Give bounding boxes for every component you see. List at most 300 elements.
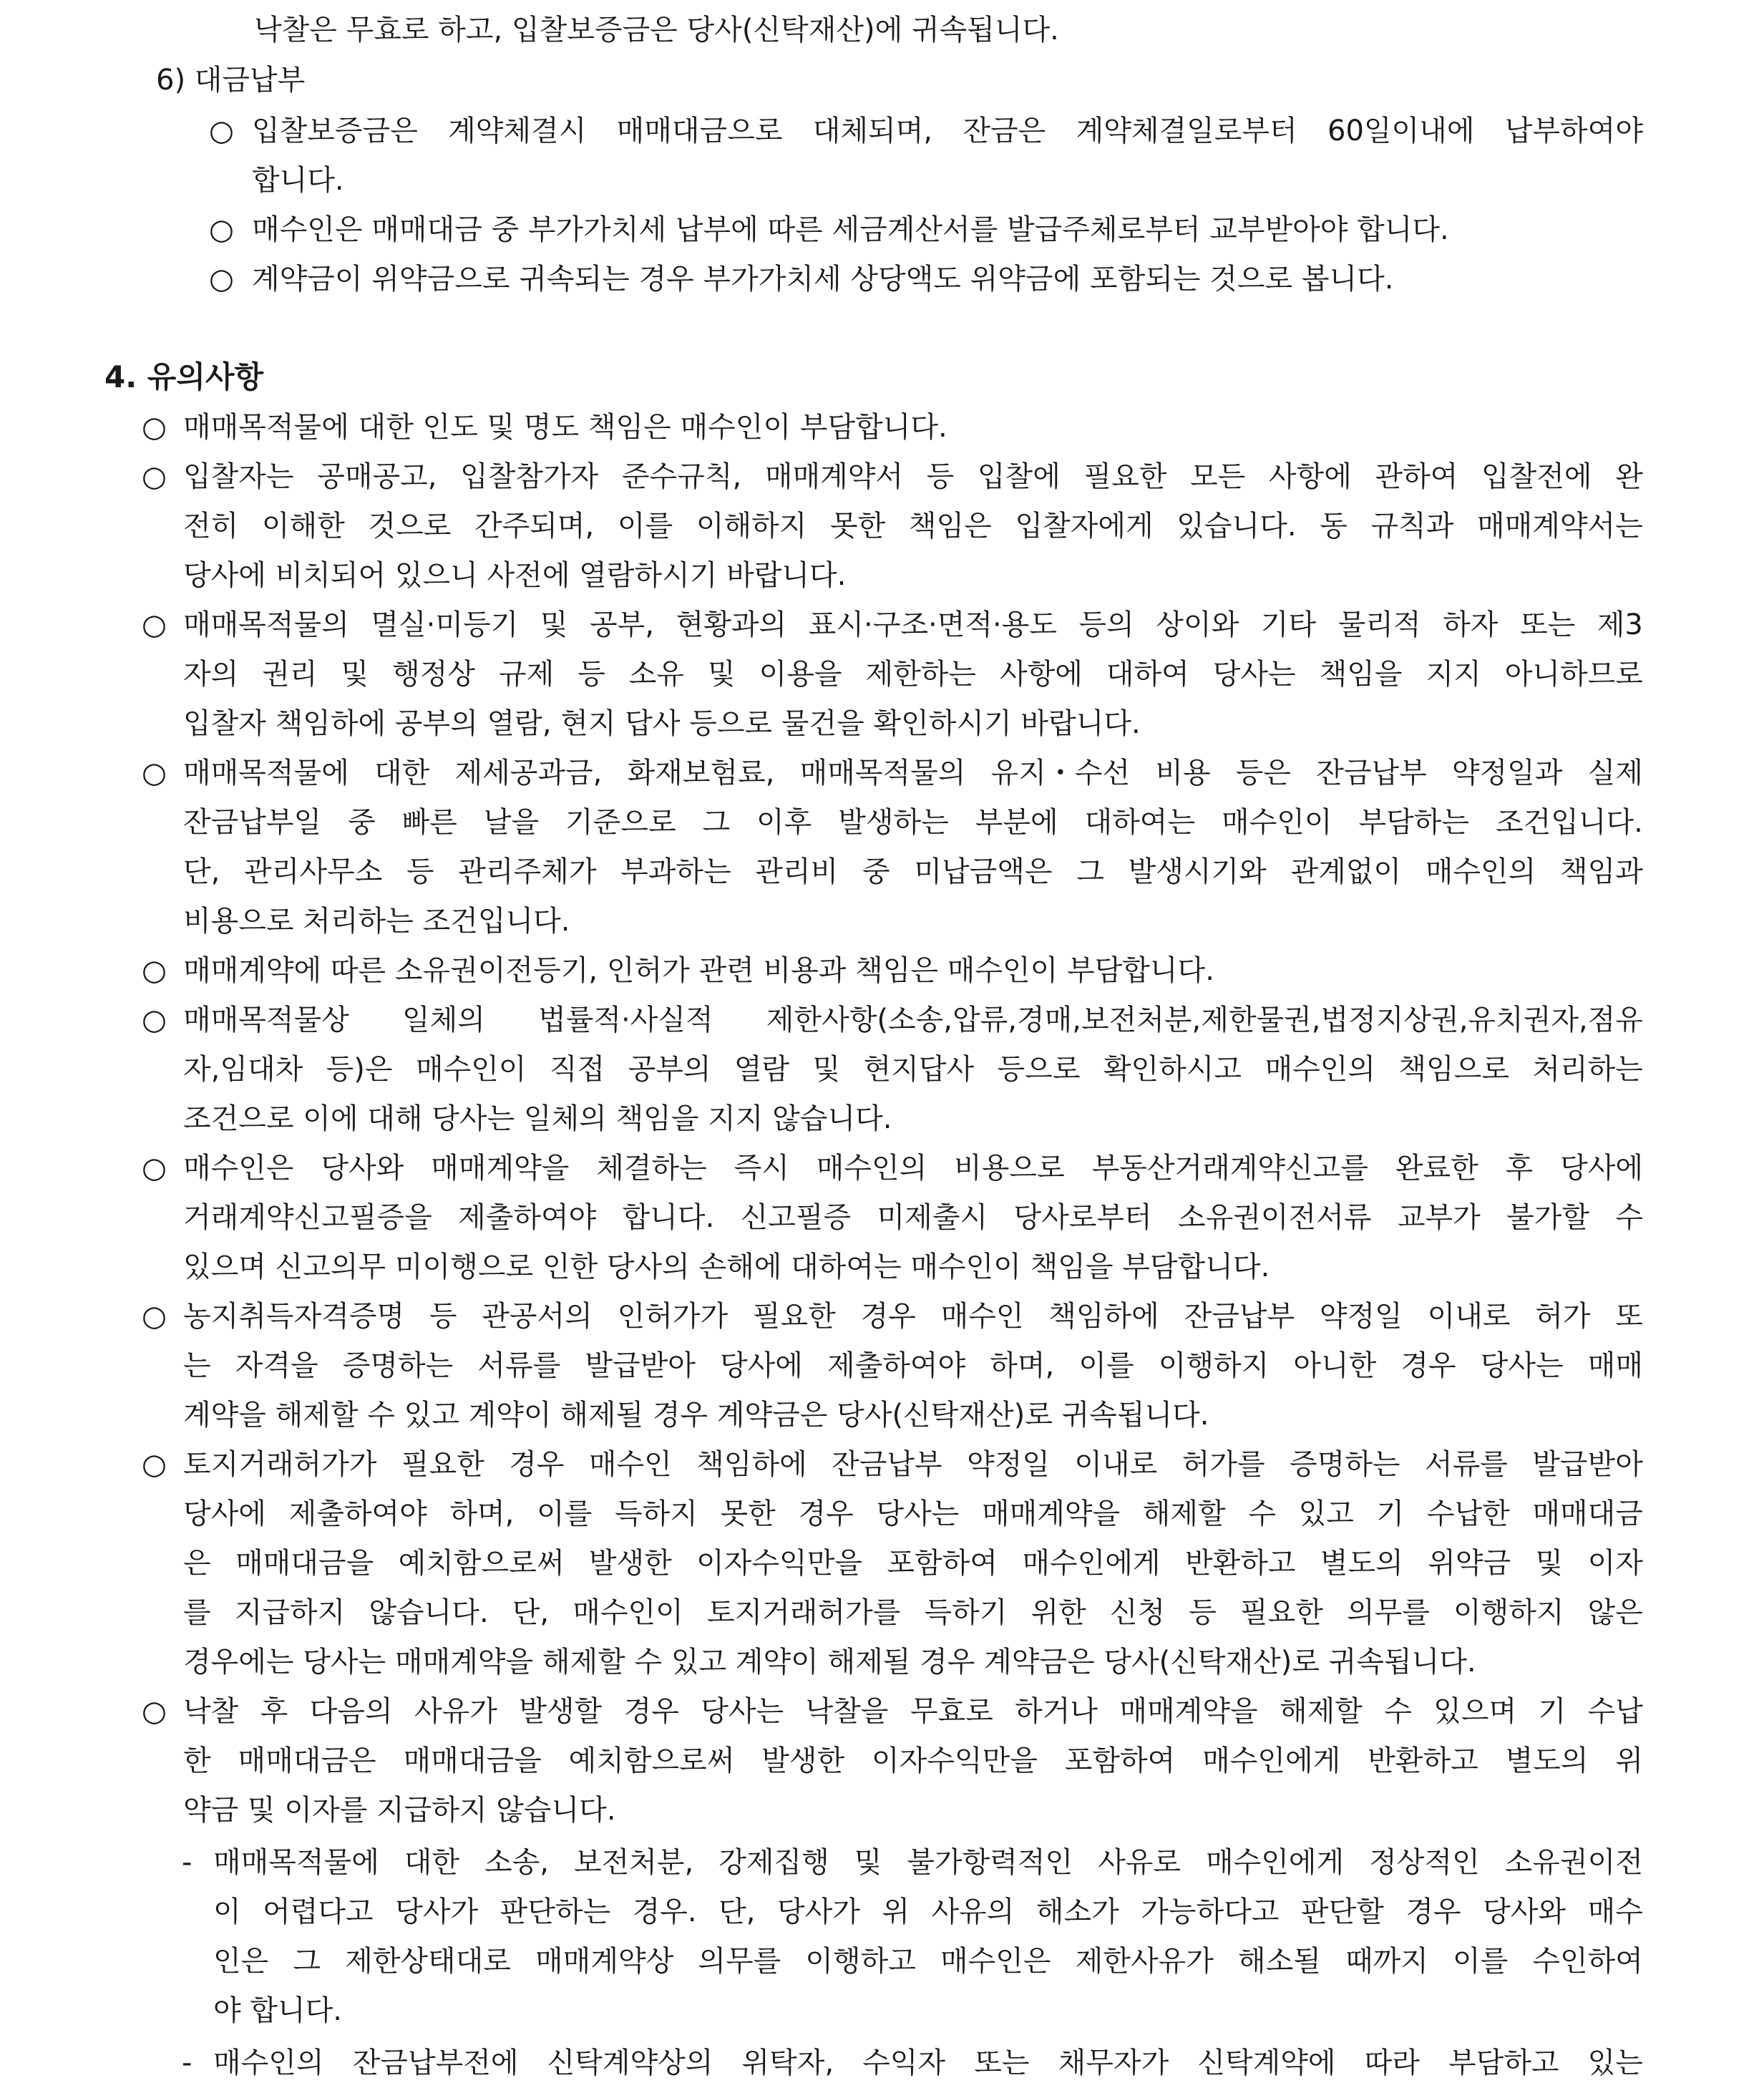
word: 경우 (1405, 1895, 1461, 1928)
word: 당사와 (1483, 1895, 1566, 1928)
word: 유지・수선 (990, 757, 1131, 790)
word: 대하여는 (1084, 806, 1196, 839)
word: 이해하지 (696, 510, 807, 543)
line-text: 계약금이 위약금으로 귀속되는 경우 부가가치세 상당액도 위약금에 포함되는 것으로 봅니다. (252, 263, 1394, 296)
word: 매수인이 (572, 1596, 683, 1629)
word: 소유권이전서류 (1178, 1201, 1372, 1234)
word: 날을 (483, 806, 540, 839)
word: 부동산거래계약신고를 (1091, 1152, 1368, 1185)
word: 이를 (1453, 1945, 1509, 1978)
word: 잔금납부 (1316, 757, 1427, 790)
word: 책임은 (908, 510, 992, 543)
word: 입찰자는 (183, 460, 294, 493)
word: 이를 (537, 1497, 593, 1530)
word: 계약체결일로부터 (1076, 115, 1297, 147)
word: 또 (1615, 1300, 1643, 1333)
word: 이후 (756, 806, 812, 839)
bullet-marker: ○ (142, 757, 167, 790)
bullet-marker: ○ (142, 608, 167, 641)
word: 또는 (1519, 608, 1576, 641)
word: 소송, (484, 1846, 550, 1879)
word: 매매계약을 (981, 1497, 1121, 1530)
word: 사항에 (1268, 460, 1352, 493)
word: 매매목적물에 (213, 1846, 379, 1879)
word: 경우 (623, 1695, 679, 1728)
word: 매수인에게 (1022, 1547, 1161, 1580)
word: 법률적·사실적 (538, 1004, 713, 1036)
word: 매매대금 (1532, 1497, 1643, 1530)
bullet-item-line (183, 551, 846, 601)
word: 등 (429, 1300, 457, 1333)
subsection-title (156, 56, 305, 105)
word: 그 (1076, 855, 1104, 888)
bullet-item-line (183, 699, 1141, 749)
word: 관하여 (1375, 460, 1458, 493)
word: 당사는 (1480, 1349, 1564, 1382)
word: 서류를 (1424, 1448, 1508, 1481)
line-text: 약금 및 이자를 지급하지 않습니다. (183, 1794, 616, 1827)
word: 신청 (1109, 1596, 1166, 1629)
word: 사유가 (414, 1695, 497, 1728)
bullet-item-line (183, 1144, 1643, 1193)
bullet-marker: ○ (142, 1152, 167, 1185)
bullet-item-line (183, 996, 1643, 1045)
word: 허가를 (1181, 1448, 1265, 1481)
bullet-item-line (183, 1341, 1643, 1391)
word: 위 (1615, 1744, 1643, 1777)
word: 매매계약서 (764, 460, 904, 493)
word: 수납한 (1426, 1497, 1510, 1530)
word: 득하지 (614, 1497, 698, 1530)
word: 공부의 (628, 1053, 711, 1086)
word: 약정일 (1319, 1300, 1403, 1333)
word: 즉시 (734, 1152, 789, 1185)
bullet-item-line (183, 749, 1643, 798)
word: 이 (213, 1895, 241, 1928)
line-text: 야 합니다. (213, 1994, 342, 2027)
word: 등 (1189, 1596, 1217, 1629)
word: 있습니다. (1176, 510, 1297, 543)
word: 및 (540, 608, 568, 641)
word: 하거나 (1015, 1695, 1098, 1728)
word: 멸실·미등기 (371, 608, 519, 641)
word: 규제 (498, 658, 555, 691)
word: 이를 (1078, 1349, 1134, 1382)
word: 소유권이전 (1504, 1846, 1643, 1879)
word: 모든 (1190, 460, 1246, 493)
word: 제출하여야 (288, 1497, 427, 1530)
word: 매수 (1587, 1895, 1643, 1928)
word: 등)은 (326, 1053, 393, 1086)
word: 화재보험료, (627, 757, 775, 790)
word: 후 (260, 1695, 288, 1728)
word: 발생할 (519, 1695, 603, 1728)
word: 지급하지 (234, 1596, 346, 1629)
word: 기 (1376, 1497, 1405, 1530)
word: 채무자가 (1058, 2046, 1169, 2079)
word: 허가 (1535, 1300, 1591, 1333)
word: 토지거래허가를 (706, 1596, 901, 1629)
word: 신탁계약에 (1197, 2046, 1336, 2079)
word: 책임하에 (696, 1448, 807, 1481)
bullet-item-line (183, 897, 570, 946)
word: 발생한 (588, 1547, 672, 1580)
word: 필요한 (401, 1448, 484, 1481)
word: 당사는 (876, 1497, 960, 1530)
word: 이행하고 (805, 1945, 916, 1978)
bullet-item-line (252, 156, 344, 205)
line-text: 낙찰은 무효로 하고, 입찰보증금은 당사(신탁재산)에 귀속됩니다. (254, 14, 1059, 47)
bullet-item-line (252, 255, 1393, 304)
word: 입찰에 (977, 460, 1061, 493)
word: 제3 (1597, 608, 1643, 641)
word: 이해한 (261, 510, 345, 543)
word: 직접 (549, 1053, 605, 1086)
word: 기타 (1260, 608, 1317, 641)
word: 현지답사 (863, 1053, 975, 1086)
word: 의무를 (1346, 1596, 1430, 1629)
continuation-line (254, 6, 1059, 55)
word: 제한상태대로 (345, 1945, 511, 1978)
word: 중 (862, 855, 890, 888)
word: 못한 (830, 510, 886, 543)
word: 매매대금을 (235, 1547, 374, 1580)
word: 매매 (1587, 1349, 1643, 1382)
word: 않은 (1587, 1596, 1643, 1629)
word: 책임하에 (1048, 1300, 1159, 1333)
bullet-item-line (183, 502, 1643, 551)
bullet-marker: ○ (209, 263, 234, 296)
line-text: 매매계약에 따른 소유권이전등기, 인허가 관련 비용과 책임은 매수인이 부담합니다. (183, 954, 1214, 987)
bullet-item-line (183, 798, 1643, 848)
word: 거래계약신고필증을 (183, 1201, 432, 1234)
bullet-item-line (183, 1045, 1643, 1094)
word: 당사로부터 (1013, 1201, 1152, 1234)
word: 잔금납부 (832, 1448, 942, 1481)
word: 제한하는 (865, 658, 977, 691)
word: 규칙과 (1370, 510, 1454, 543)
word: 매매계약을 (431, 1152, 570, 1185)
word: 있으며 (1433, 1695, 1517, 1728)
word: 비용으로 (954, 1152, 1065, 1185)
word: 완료한 (1395, 1152, 1478, 1185)
word: 비용 (1155, 757, 1211, 790)
bullet-item-line (183, 601, 1643, 650)
word: 매매목적물의 (799, 757, 966, 790)
word: 책임으로 (1398, 1053, 1509, 1086)
word: 단, (512, 1596, 550, 1629)
word: 불가할 (1506, 1201, 1590, 1234)
word: 관리사무소 (244, 855, 383, 888)
word: 경우 (860, 1300, 916, 1333)
word: 계약체결시 (448, 115, 587, 147)
word: 전히 (183, 510, 239, 543)
word: 매수인에게 (1202, 1744, 1341, 1777)
word: 다음의 (309, 1695, 393, 1728)
word: 및 (341, 658, 369, 691)
word: 매매목적물에 (183, 757, 349, 790)
word: 기준으로 (565, 806, 676, 839)
bullet-marker: ○ (142, 1695, 167, 1728)
word: 실제 (1587, 757, 1643, 790)
word: 또는 (974, 2046, 1030, 2079)
word: 낙찰을 (805, 1695, 889, 1728)
word: 납부하여야 (1504, 115, 1643, 147)
word: 약정일과 (1451, 757, 1563, 790)
word: 경우 (798, 1497, 854, 1530)
word: 후 (1505, 1152, 1534, 1185)
bullet-marker: ○ (142, 954, 167, 987)
word: 해제할 (1279, 1695, 1363, 1728)
word: 대한 (374, 757, 430, 790)
word: 공부, (590, 608, 655, 641)
word: 아니하므로 (1504, 658, 1643, 691)
word: 자의 (183, 658, 239, 691)
bullet-marker: ○ (142, 1300, 167, 1333)
word: 판단할 (1300, 1895, 1384, 1928)
word: 사항에 (999, 658, 1083, 691)
word: 아니한 (1293, 1349, 1377, 1382)
word: 부과하는 (620, 855, 731, 888)
word: 잔금은 (963, 115, 1046, 147)
bullet-marker: ○ (142, 1004, 167, 1036)
word: 매수인의 (1425, 855, 1536, 888)
word: 수납 (1587, 1695, 1643, 1728)
word: 간주되며, (474, 510, 595, 543)
word: 강제집행 (718, 1846, 829, 1879)
word: 매수인이 (1222, 806, 1332, 839)
word: 해소가 (1036, 1895, 1119, 1928)
word: 하며, (449, 1497, 515, 1530)
bullet-marker: ○ (209, 213, 234, 246)
word: 소유 (628, 658, 685, 691)
word: 및 (708, 658, 736, 691)
word: 당사가 (395, 1895, 479, 1928)
word: 매매대금으로 (616, 115, 783, 147)
bullet-marker: ○ (142, 460, 167, 493)
word: 잔금납부일 (183, 806, 322, 839)
bullet-item-line (183, 1490, 1643, 1539)
word: 발생한 (761, 1744, 845, 1777)
word: 포함하여 (887, 1547, 998, 1580)
word: 등 (926, 460, 955, 493)
word: 수 (1615, 1201, 1643, 1234)
word: 기 (1538, 1695, 1566, 1728)
line-text: 6) 대금납부 (156, 64, 306, 97)
word: 그 (293, 1945, 321, 1978)
word: 증명하는 (1290, 1448, 1400, 1481)
word: 대하여 (1106, 658, 1189, 691)
word: 필요한 (1083, 460, 1167, 493)
bullet-item-line (183, 1687, 1643, 1737)
bullet-item-line (183, 1588, 1643, 1638)
word: 수 (1248, 1497, 1276, 1530)
word: 제한사유가 (1075, 1945, 1214, 1978)
word: 매수인이 (415, 1053, 527, 1086)
word: 이행하지 (1453, 1596, 1564, 1629)
word: 를 (183, 1596, 211, 1629)
word: 60일이내에 (1327, 115, 1475, 147)
word: 책임과 (1559, 855, 1643, 888)
word: 조건입니다. (1495, 806, 1643, 839)
word: 제출하여야 (827, 1349, 966, 1382)
word: 발생시기와 (1128, 855, 1267, 888)
word: 매수인은 (183, 1152, 294, 1185)
word: 관리비 (755, 855, 839, 888)
word: 신고필증 (740, 1201, 852, 1234)
word: 표시·구조·면적·용도 (808, 608, 1057, 641)
word: 경우. (632, 1895, 697, 1928)
word: 잔금납부 (1184, 1300, 1295, 1333)
word: 물리적 (1337, 608, 1421, 641)
bullet-item-line (183, 1391, 1209, 1440)
word: 합니다. (622, 1201, 715, 1234)
word: 가능하다고 (1141, 1895, 1280, 1928)
bullet-item-line (183, 1292, 1643, 1341)
word: 수인하여 (1532, 1945, 1643, 1978)
word: 포함하여 (1064, 1744, 1176, 1777)
word: 등 (406, 855, 434, 888)
bullet-item-line (183, 1094, 892, 1144)
word: 당사는 (701, 1695, 784, 1728)
line-text: 있으며 신고의무 미이행으로 인한 당사의 손해에 대하여는 매수인이 책임을 부담합니다. (183, 1251, 1270, 1283)
word: 당사에 (720, 1349, 803, 1382)
word: 발생하는 (838, 806, 949, 839)
word: 별도의 (1320, 1547, 1403, 1580)
word: 하자 (1443, 608, 1499, 641)
word: 자,임대차 (183, 1053, 303, 1086)
word: 매수인은 (940, 1945, 1051, 1978)
word: 신탁계약상의 (547, 2046, 713, 2079)
word: 매수인 (588, 1448, 672, 1481)
word: 예치함으로써 (398, 1547, 565, 1580)
word: 입찰전에 (1481, 460, 1592, 493)
word: 반환하고 (1368, 1744, 1478, 1777)
word: 매수인에게 (1206, 1846, 1345, 1879)
word: 등은 (1235, 757, 1292, 790)
word: 준수규칙, (621, 460, 742, 493)
word: 따라 (1364, 2046, 1420, 2079)
word: 의무를 (698, 1945, 781, 1978)
word: 보전처분, (573, 1846, 694, 1879)
line-text: 합니다. (252, 164, 344, 197)
bullet-item-line (183, 1786, 616, 1835)
word: 제세공과금, (454, 757, 603, 790)
word: 이행하지 (1158, 1349, 1270, 1382)
word: 토지거래허가가 (183, 1448, 377, 1481)
word: 매매계약을 (1119, 1695, 1258, 1728)
line-text: 입찰자 책임하에 공부의 열람, 현지 답사 등으로 물건을 확인하시기 바랍니다. (183, 707, 1141, 740)
bullet-item-line (183, 403, 947, 452)
word: 책임을 (1319, 658, 1403, 691)
word: 위 (882, 1895, 910, 1928)
word: 행정상 (392, 658, 475, 691)
word: 수 (1384, 1695, 1412, 1728)
word: 매수인의 (1264, 1053, 1376, 1086)
word: 필요한 (752, 1300, 836, 1333)
word: 입찰자에게 (1015, 510, 1154, 543)
word: 매매목적물상 (183, 1004, 349, 1036)
word: 이자수익만을 (872, 1744, 1038, 1777)
bullet-item-line (183, 848, 1643, 897)
word: 이자 (1587, 1547, 1643, 1580)
word: 권리 (262, 658, 318, 691)
word: 어렵다고 (263, 1895, 374, 1928)
dash-item-line (213, 1838, 1643, 1888)
bullet-item-line (183, 452, 1643, 502)
word: 부담하는 (1358, 806, 1470, 839)
word: 정상적인 (1369, 1846, 1480, 1879)
word: 반환하고 (1184, 1547, 1296, 1580)
word: 대한 (404, 1846, 460, 1879)
bullet-marker: ○ (142, 411, 167, 444)
word: 발급받아 (585, 1349, 696, 1382)
word: 일체의 (402, 1004, 485, 1036)
word: 확인하시고 (1103, 1053, 1242, 1086)
bullet-item-line (252, 107, 1643, 156)
word: 위한 (1030, 1596, 1086, 1629)
bullet-item-line (183, 1638, 1476, 1687)
word: 매매계약상 (535, 1945, 674, 1978)
word: 득하기 (924, 1596, 1008, 1629)
word: 무효로 (910, 1695, 993, 1728)
line-text: 당사에 비치되어 있으니 사전에 열람하시기 바랍니다. (183, 559, 847, 592)
bullet-marker: ○ (209, 115, 234, 147)
word: 및 (854, 1846, 882, 1879)
word: 입찰참가자 (460, 460, 599, 493)
word: 처리하는 (1532, 1053, 1643, 1086)
bullet-item-line (183, 1539, 1643, 1588)
word: 위약금 (1428, 1547, 1511, 1580)
word: 못한 (720, 1497, 776, 1530)
dash-item-line (213, 1888, 1643, 1937)
word: 및 (812, 1053, 841, 1086)
bullet-item-line (183, 1193, 1643, 1243)
word: 관계없이 (1290, 855, 1402, 888)
word: 증명하는 (342, 1349, 454, 1382)
dash-item-line (213, 1986, 342, 2036)
line-text: 계약을 해제할 수 있고 계약이 해제될 경우 계약금은 당사(신탁재산)로 귀속됩니다. (183, 1399, 1209, 1432)
word: 해소될 (1237, 1945, 1321, 1978)
word: 및 (1535, 1547, 1564, 1580)
word: 것으로 (368, 510, 452, 543)
word: 예치함으로써 (568, 1744, 735, 1777)
word: 해제할 (1142, 1497, 1226, 1530)
word: 부담하고 (1448, 2046, 1559, 2079)
dash-item-line (213, 1937, 1643, 1986)
line-text: 비용으로 처리하는 조건입니다. (183, 905, 570, 938)
word: 단, (718, 1895, 756, 1928)
word: 당사가 (776, 1895, 860, 1928)
line-text: 경우에는 당사는 매매계약을 해제할 수 있고 계약이 해제될 경우 계약금은 당사(신탁재산)로 귀속됩니다. (183, 1646, 1476, 1679)
word: 그 (702, 806, 731, 839)
word: 매수인의 (213, 2046, 324, 2079)
word: 당사는 (1212, 658, 1296, 691)
word: 잔금납부전에 (352, 2046, 519, 2079)
word: 별도의 (1505, 1744, 1589, 1777)
word: 한 (183, 1744, 211, 1777)
word: 현황과의 (676, 608, 787, 641)
word: 인허가가 (617, 1300, 728, 1333)
word: 공매공고, (317, 460, 437, 493)
word: 열람 (734, 1053, 790, 1086)
bullet-item-line (183, 1737, 1643, 1786)
word: 매수인의 (816, 1152, 927, 1185)
dash-item-line (213, 2039, 1643, 2088)
section-heading: 4. 유의사항 (104, 359, 264, 394)
word: 매매목적물의 (183, 608, 349, 641)
word: 이내로 (1427, 1300, 1511, 1333)
